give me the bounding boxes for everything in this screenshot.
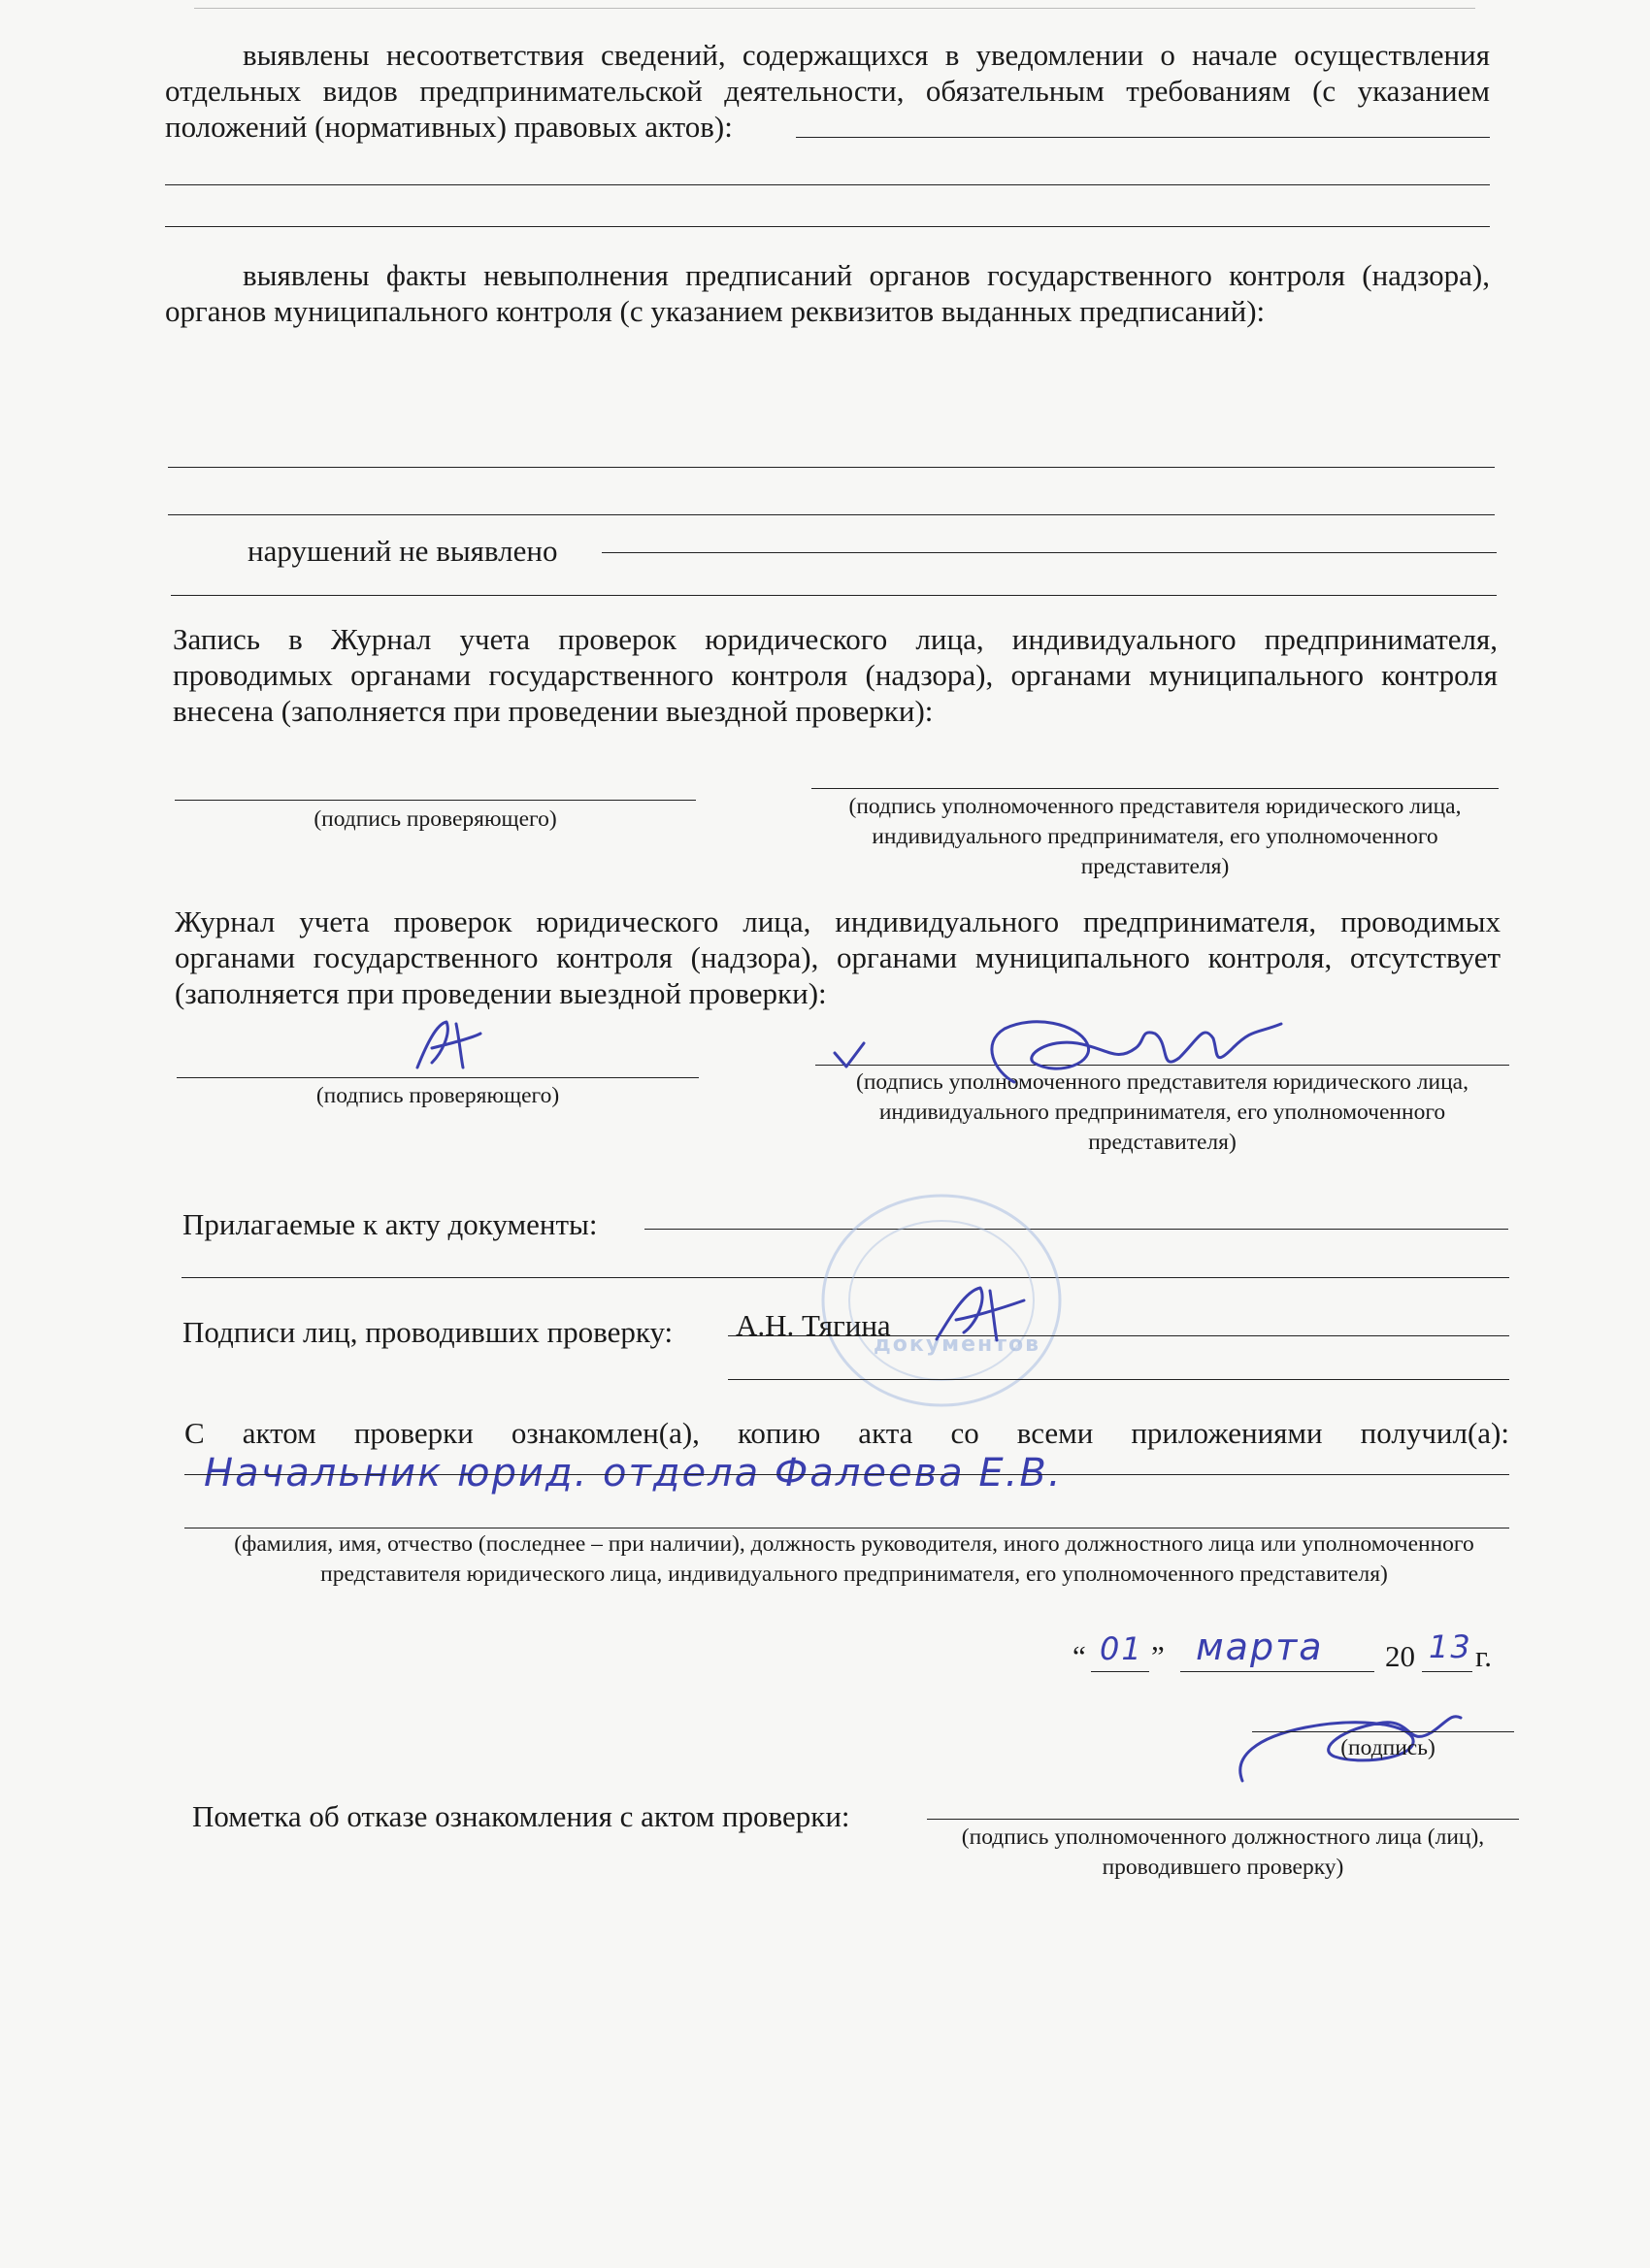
caption-signature: (подпись) <box>1340 1735 1436 1760</box>
date-year: 13 <box>1429 1628 1472 1665</box>
inspectors-signatures-label: Подписи лиц, проводивших проверку: <box>182 1315 674 1349</box>
caption-inspector-signature: (подпись проверяющего) <box>315 1083 560 1108</box>
date-year-line <box>1422 1671 1472 1672</box>
refusal-note-label: Пометка об отказе ознакомления с актом проверки: <box>192 1799 850 1833</box>
fill-line <box>796 137 1490 138</box>
fill-line <box>728 1335 1509 1336</box>
fill-line <box>165 184 1490 185</box>
representative-signature-line <box>811 788 1499 789</box>
caption-official-signature: (подпись уполномоченного должностного лица (лиц), проводившего проверку) <box>961 1824 1485 1880</box>
paragraph-unfulfilled-orders: выявлены факты невыполнения предписаний органов государственного контроля (надзора), органов муниципального контроля (с указанием реквизитов выданных предписаний): <box>165 258 1490 328</box>
paragraph-journal-absent: Журнал учета проверок юридического лица, индивидуального предпринимателя, проводимых органами государственного контроля (надзора), органами муниципального контроля, отсутствует (заполняется при проведении выездной проверки): <box>175 904 1501 1010</box>
paragraph-journal-entry: Запись в Журнал учета проверок юридического лица, индивидуального предпринимателя, проводимых органами государственного контроля (надзора), органами муниципального контроля внесена (заполняется при проведении выездной проверки): <box>173 622 1498 728</box>
date-year-prefix: 20 <box>1385 1639 1415 1673</box>
no-violations-label: нарушений не выявлено <box>248 534 558 568</box>
fill-line <box>165 226 1490 227</box>
date-close-quote: ” <box>1151 1639 1165 1673</box>
caption-representative-signature: (подпись уполномоченного представителя юридического лица, индивидуального предпринимателя, его уполномоченного представителя) <box>848 794 1462 879</box>
representative-signature-mark <box>825 1004 1291 1097</box>
caption-inspector-signature: (подпись проверяющего) <box>314 806 557 832</box>
recipient-signature-line <box>1252 1731 1514 1732</box>
inspector-signature-mark <box>927 1276 1034 1354</box>
date-open-quote: “ <box>1072 1639 1086 1673</box>
attached-documents-label: Прилагаемые к акту документы: <box>182 1207 598 1241</box>
handwritten-position-name: Начальник юрид. отдела Фалеева Е.В. <box>204 1451 1063 1496</box>
top-edge-line <box>194 8 1475 9</box>
fill-line <box>728 1379 1509 1380</box>
paragraph-acknowledged: С актом проверки ознакомлен(а), копию акта со всеми приложениями получил(а): <box>184 1416 1509 1450</box>
caption-fio-position: (фамилия, имя, отчество (последнее – при наличии), должность руководителя, иного должностного лица или уполномоченного представителя юридического лица, индивидуального предпринимателя, его уполномоченного представителя) <box>234 1531 1474 1587</box>
fill-line <box>602 552 1497 553</box>
inspector-signature-mark <box>403 1014 490 1082</box>
date-day: 01 <box>1100 1630 1143 1667</box>
refusal-signature-line <box>927 1819 1519 1820</box>
fill-line <box>644 1229 1508 1230</box>
caption-representative-signature: (подпись уполномоченного представителя юридического лица, индивидуального предпринимателя, его уполномоченного представителя) <box>856 1069 1468 1155</box>
fill-line <box>168 514 1495 515</box>
fill-line <box>184 1474 1509 1475</box>
date-month: марта <box>1196 1626 1324 1668</box>
stamp-seal-text: документов <box>874 1332 1041 1357</box>
inspector-signature-line <box>175 800 696 801</box>
paragraph-inconsistencies: выявлены несоответствия сведений, содержащихся в уведомлении о начале осуществления отдельных видов предпринимательской деятельности, обязательным требованиям (с указанием положений (нормативных) правовых актов): <box>165 38 1490 144</box>
inspector-name: А.Н. Тягина <box>736 1308 891 1342</box>
date-month-line <box>1180 1671 1374 1672</box>
fill-line <box>168 467 1495 468</box>
date-suffix: г. <box>1475 1639 1492 1673</box>
fill-line <box>171 595 1497 596</box>
date-day-line <box>1091 1671 1149 1672</box>
